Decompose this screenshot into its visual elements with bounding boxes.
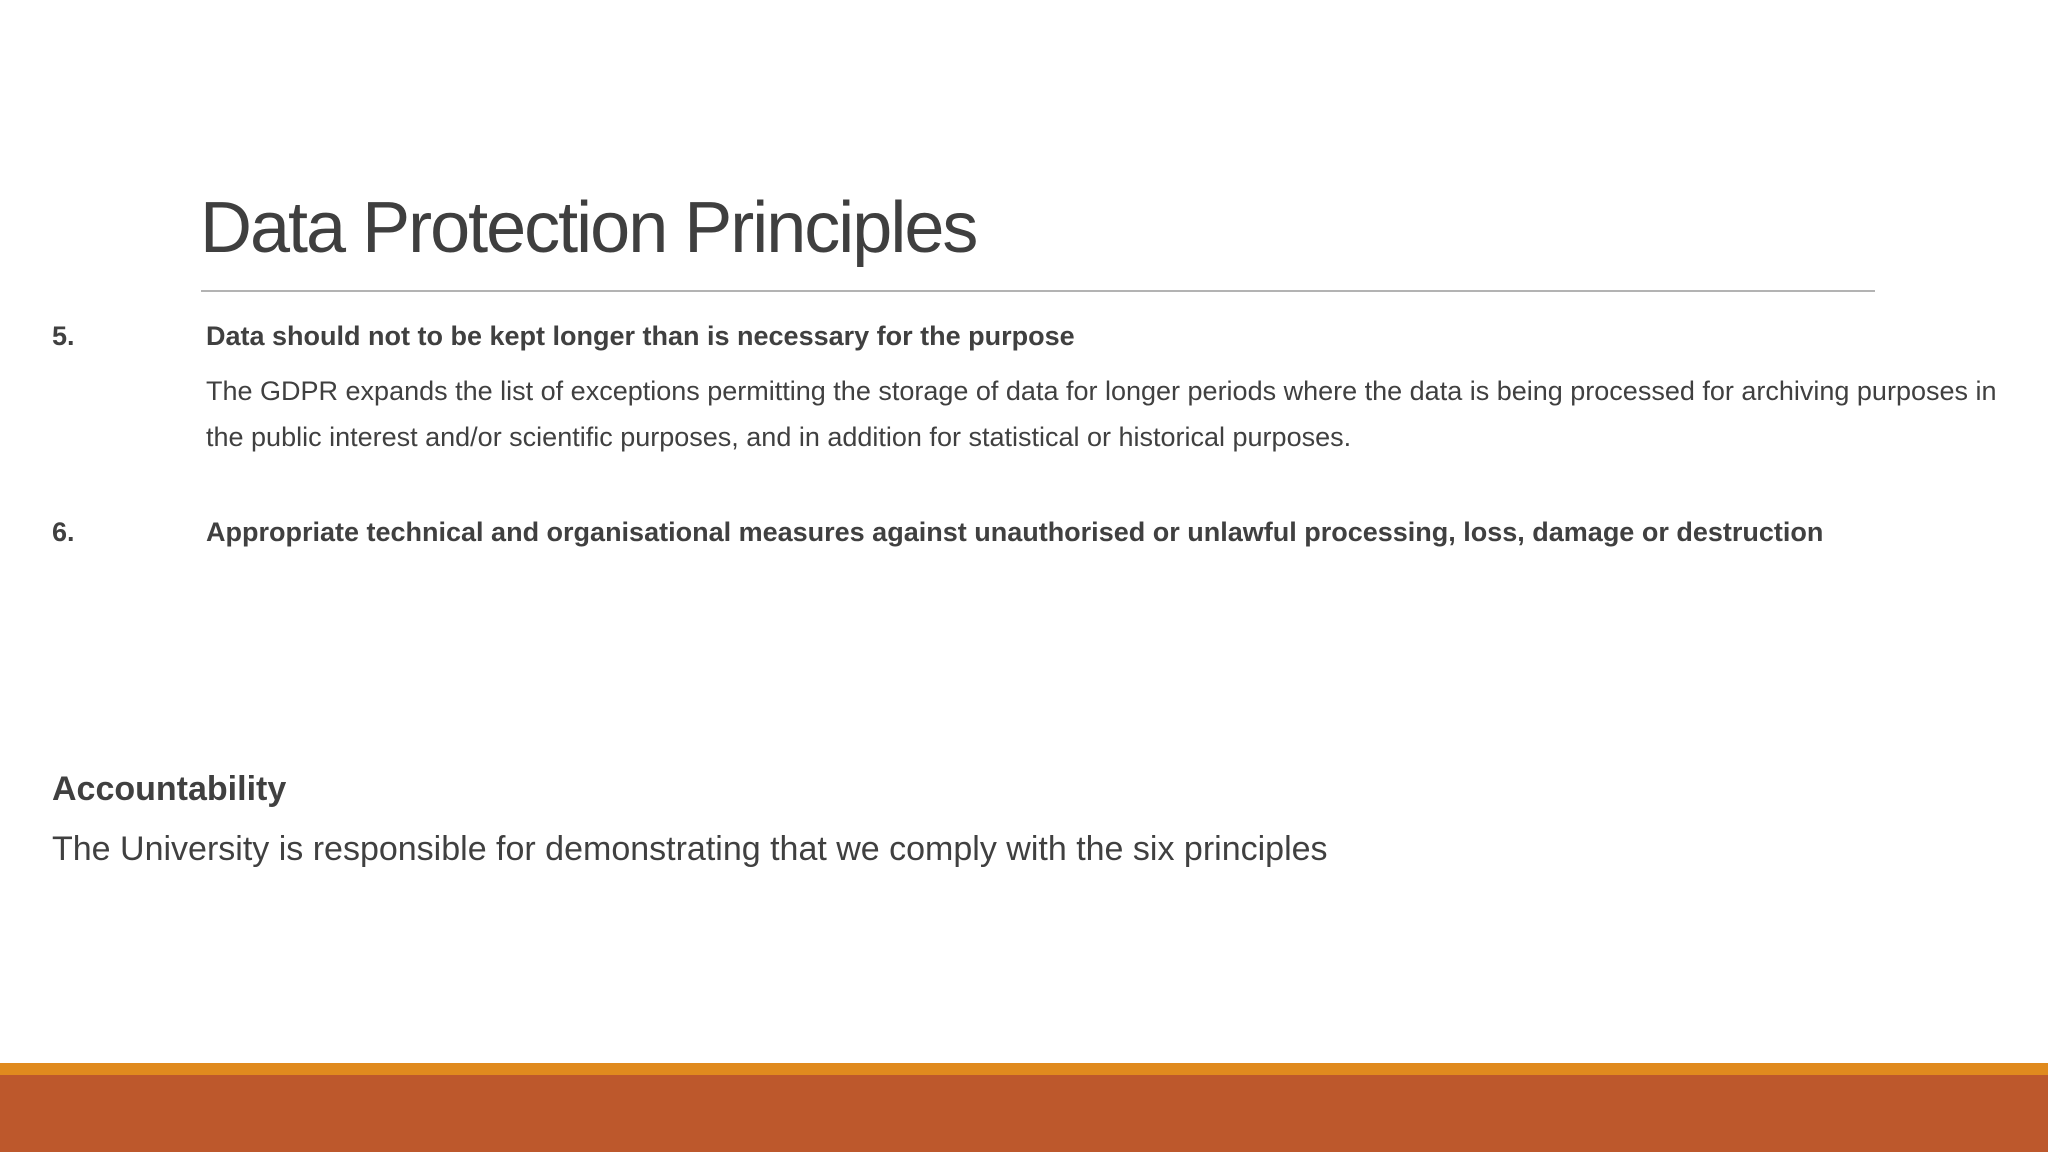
footer-stripe	[0, 1063, 2048, 1075]
title-divider	[201, 290, 1875, 292]
slide-title: Data Protection Principles	[200, 188, 977, 268]
principle-5-body: The GDPR expands the list of exceptions permitting the storage of data for longer periods where the data is being processed for archiving purposes in the public interest and/or scientific purposes, and in addition for statistical or historical purposes.	[206, 376, 1997, 452]
principle-6-number: 6.	[52, 517, 75, 547]
principle-5-number: 5.	[52, 321, 75, 351]
principle-5-heading: Data should not to be kept longer than is necessary for the purpose	[206, 321, 1075, 351]
principle-6-heading: Appropriate technical and organisational measures against unauthorised or unlawful processing, loss, damage or destruction	[206, 517, 1824, 547]
accountability-text: The University is responsible for demonstrating that we comply with the six principles	[52, 830, 1328, 868]
accountability-heading: Accountability	[52, 770, 287, 808]
footer-band	[0, 1075, 2048, 1152]
